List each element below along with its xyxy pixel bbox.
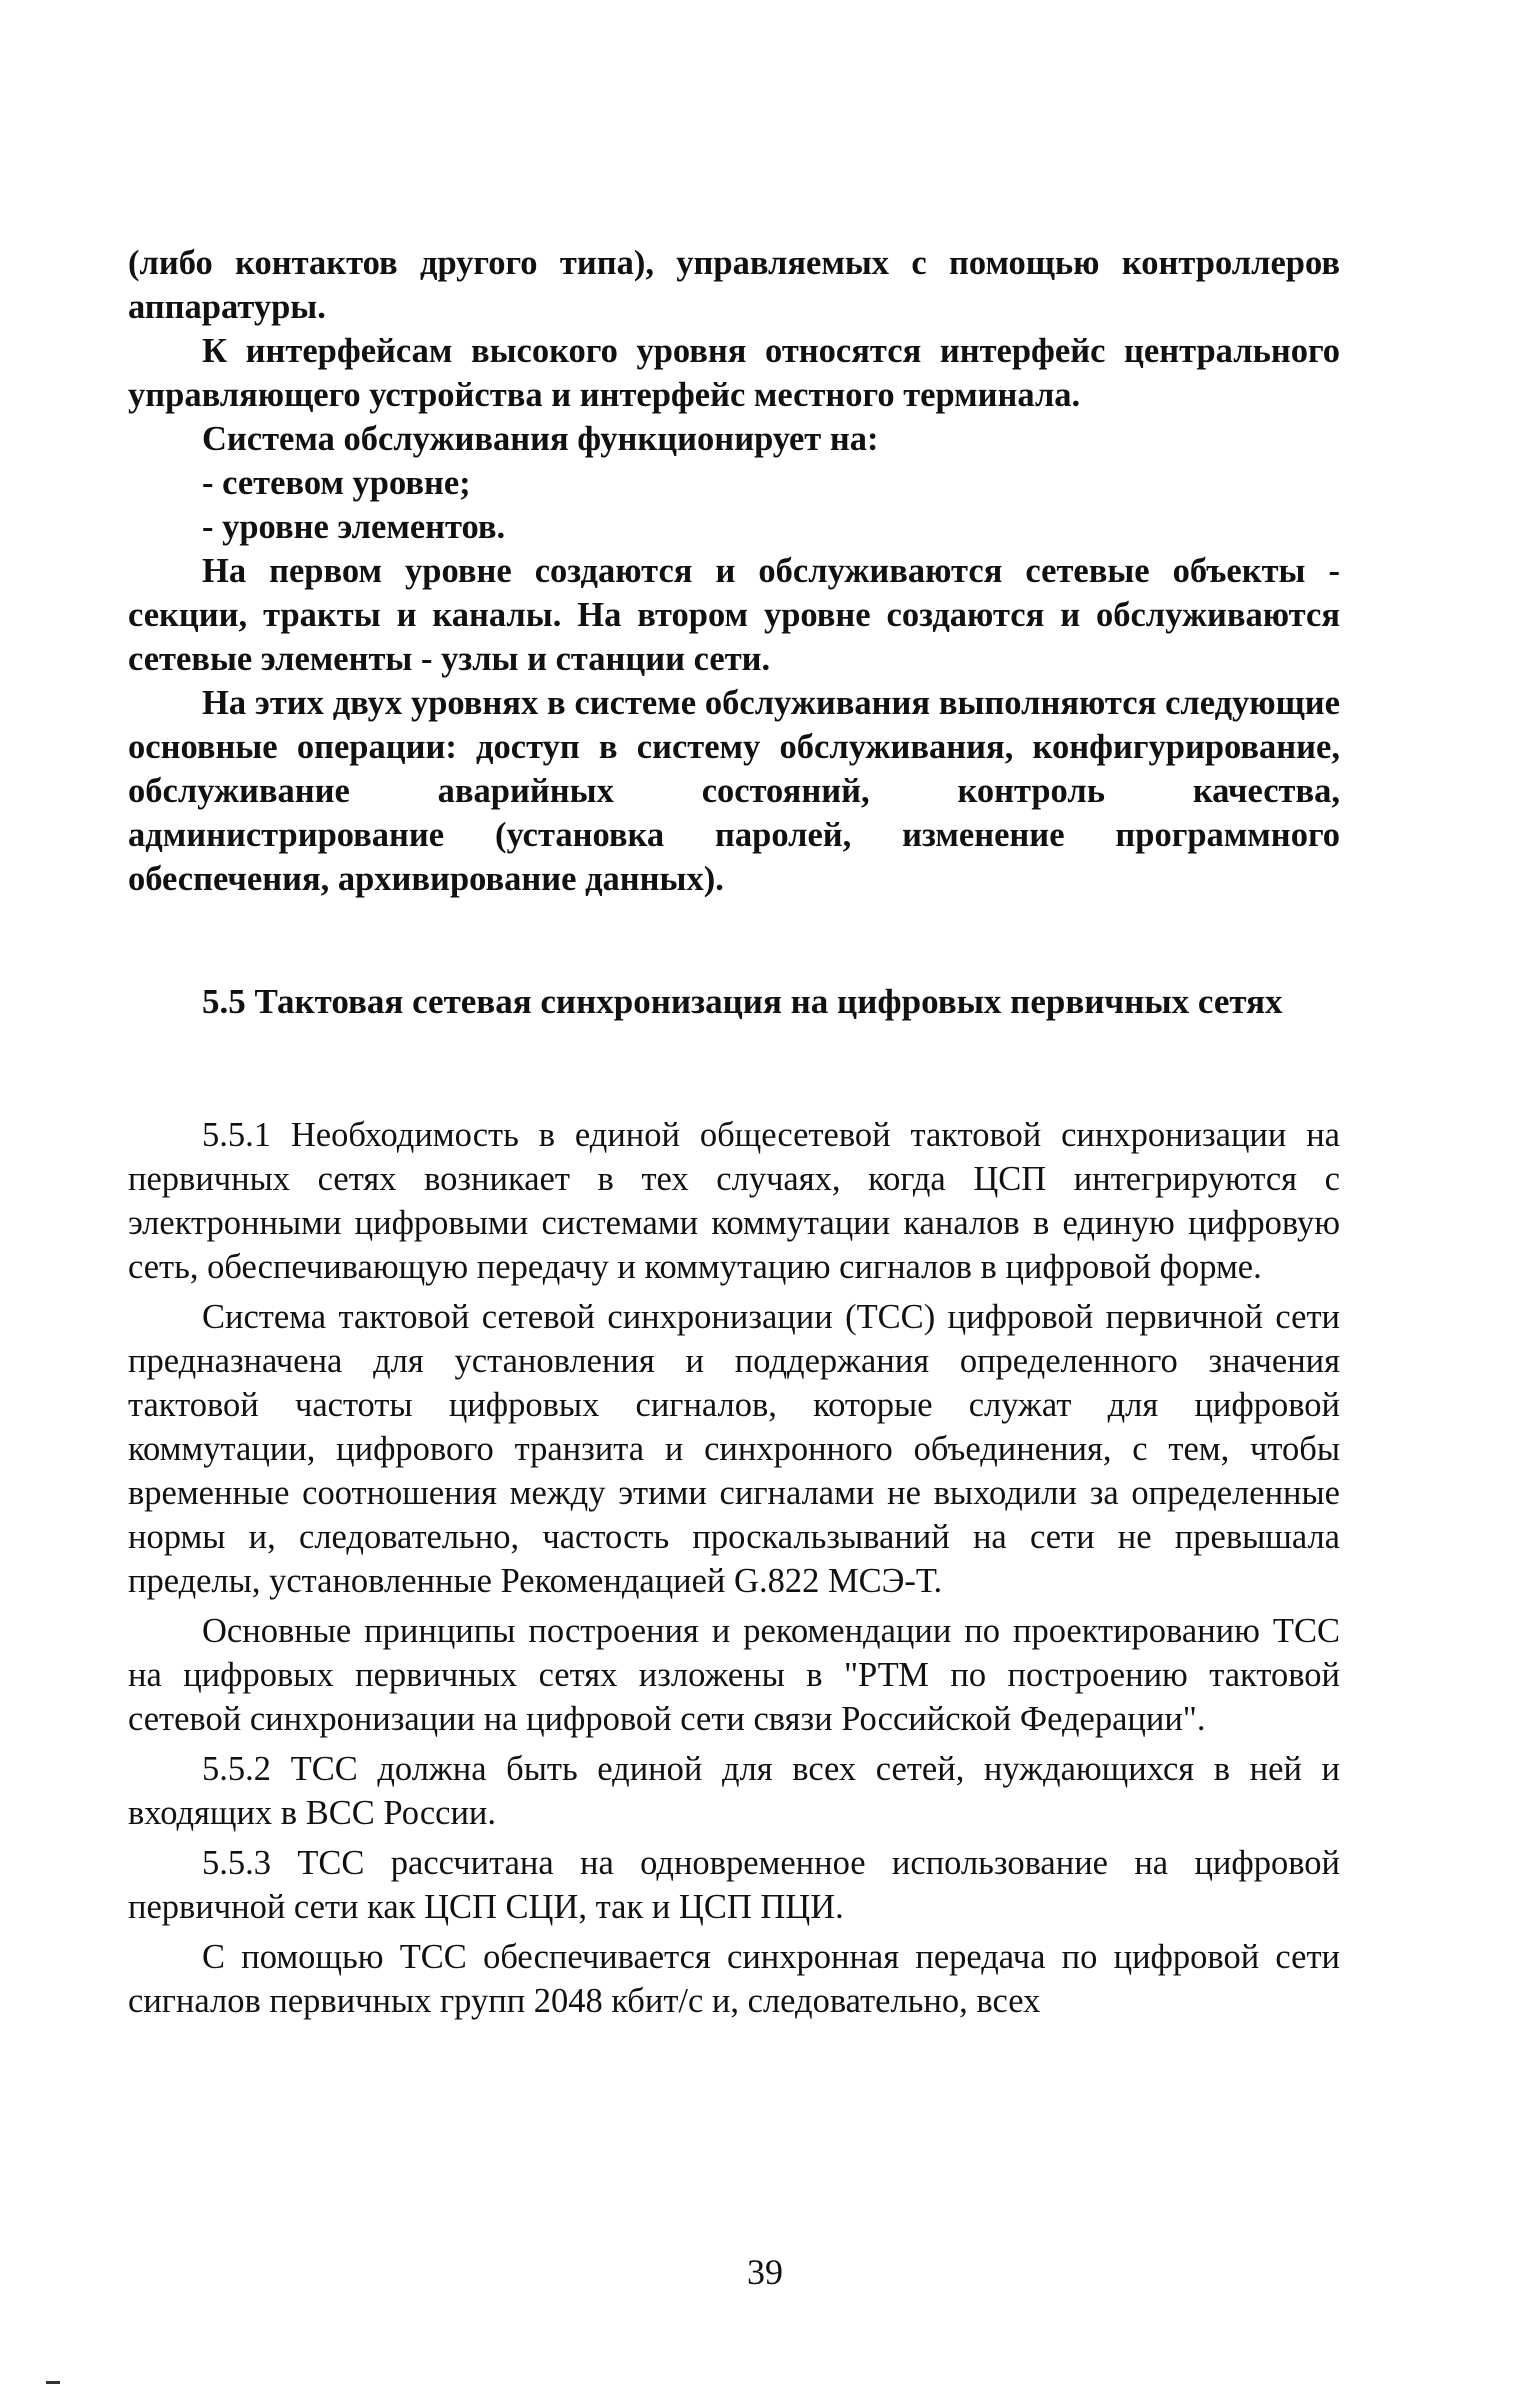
paragraph-continuation: (либо контактов другого типа), управляемых с помощью контроллеров аппаратуры. [128,244,1340,326]
list-item-network-level: - сетевом уровне; [202,464,471,502]
bottom-text-block [128,1113,1340,2029]
top-text-block [128,241,1340,901]
scan-artifact [46,2381,60,2384]
paragraph-5-5-2: 5.5.2 ТСС должна быть единой для всех сетей, нуждающихся в ней и входящих в ВСС России. [128,1750,1340,1832]
paragraph-5-5-3: 5.5.3 ТСС рассчитана на одновременное использование на цифровой первичной сети как ЦСП СЦИ, так и ЦСП ПЦИ. [128,1844,1340,1926]
paragraph-tss-system: Система тактовой сетевой синхронизации (ТСС) цифровой первичной сети предназначена для установления и поддержания определенного значения тактовой частоты цифровых сигналов, которые служат для цифровой коммутации, цифрового транзита и синхронного объединения, с тем, чтобы временные соотношения между этими сигналами не выходили за определенные нормы и, следовательно, частость проскальзываний на сети не превышала пределы, установленные Рекомендацией G.822 МСЭ-Т. [128,1298,1340,1600]
paragraph-levels: На первом уровне создаются и обслуживаются сетевые объекты - секции, тракты и каналы. На втором уровне создаются и обслуживаются сетевые элементы - узлы и станции сети. [128,552,1340,678]
paragraph-5-5-1: 5.5.1 Необходимость в единой общесетевой тактовой синхронизации на первичных сетях возникает в тех случаях, когда ЦСП интегрируются с электронными цифровыми системами коммутации каналов в единую цифровую сеть, обеспечивающую передачу и коммутацию сигналов в цифровой форме. [128,1116,1340,1286]
list-item-element-level: - уровне элементов. [202,508,506,546]
section-heading: 5.5 Тактовая сетевая синхронизация на цифровых первичных сетях [202,982,1283,1021]
paragraph-sync-transfer: С помощью ТСС обеспечивается синхронная передача по цифровой сети сигналов первичных групп 2048 кбит/с и, следовательно, всех [128,1938,1340,2020]
paragraph-principles: Основные принципы построения и рекомендации по проектированию ТСС на цифровых первичных сетях изложены в "РТМ по построению тактовой сетевой синхронизации на цифровой сети связи Российской Федерации". [128,1612,1340,1738]
paragraph-service-system: Система обслуживания функционирует на: [202,420,879,458]
paragraph-operations: На этих двух уровнях в системе обслуживания выполняются следующие основные операции: доступ в систему обслуживания, конфигурирование, обслуживание аварийных состояний, контроль качества, администрирование (установка паролей, изменение программного обеспечения, архивирование данных). [128,684,1340,898]
page-number: 39 [747,2252,783,2292]
paragraph-interfaces: К интерфейсам высокого уровня относятся интерфейс центрального управляющего устройства и интерфейс местного терминала. [128,332,1340,414]
